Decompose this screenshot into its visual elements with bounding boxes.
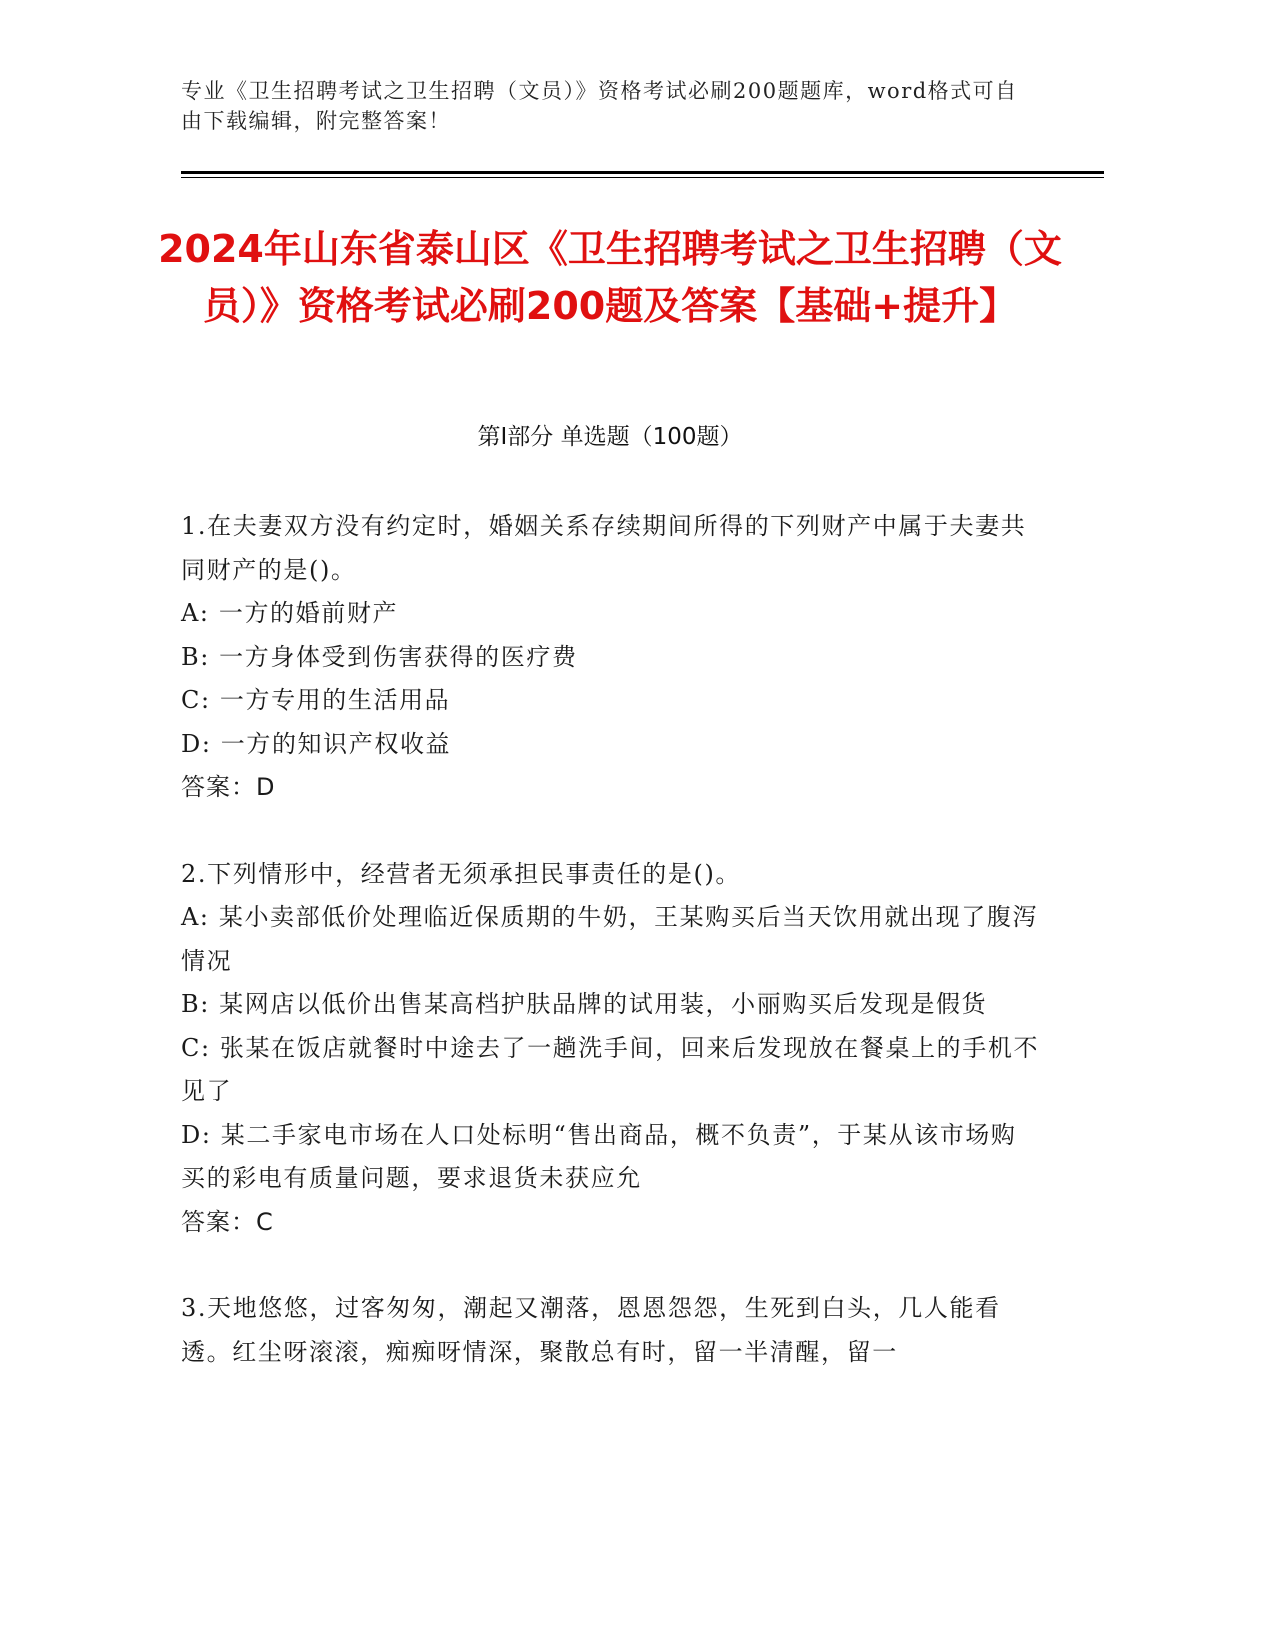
question-text: 3.天地悠悠，过客匆匆，潮起又潮落，恩恩怨怨，生死到白头，几人能看透。红尘呀滚滚，痴痴呀情深，聚散总有时，留一半清醒，留一 [181,1294,1001,1366]
option-d: D: 一方的知识产权收益 [181,729,452,758]
answer: 答案：D [181,773,276,801]
option-b: B: 某网店以低价出售某高档护肤品牌的试用装，小丽购买后发现是假货 [181,990,988,1018]
option-c: C: 张某在饭店就餐时中途去了一趟洗手间，回来后发现放在餐桌上的手机不见了 [181,1033,1040,1105]
question-2 [181,853,1041,1245]
option-b: B: 一方身体受到伤害获得的医疗费 [181,642,578,671]
option-a: A: 一方的婚前财产 [181,599,399,627]
header-divider-thin [181,177,1104,178]
option-c: C: 一方专用的生活用品 [181,686,451,714]
section-heading: 第I部分 单选题（100题） [477,424,743,450]
header-divider-thick [181,171,1104,174]
document-title: 2024年山东省泰山区《卫生招聘考试之卫生招聘（文员）》资格考试必刷200题及答案【基础+提升】 [158,227,1062,328]
answer: 答案：C [181,1207,274,1236]
header-note: 专业《卫生招聘考试之卫生招聘（文员）》资格考试必刷200题题库，word格式可自由下载编辑，附完整答案！ [181,79,1018,133]
option-d: D: 某二手家电市场在人口处标明“售出商品，概不负责”，于某从该市场购买的彩电有质量问题，要求退货未获应允 [181,1120,1017,1192]
question-3 [181,1287,1041,1374]
question-list [181,505,1041,1417]
question-text: 2.下列情形中，经营者无须承担民事责任的是()。 [181,859,742,888]
question-text: 1.在夫妻双方没有约定时，婚姻关系存续期间所得的下列财产中属于夫妻共同财产的是()。 [181,512,1027,584]
question-1 [181,505,1041,810]
option-a: A: 某小卖部低价处理临近保质期的牛奶，王某购买后当天饮用就出现了腹泻情况 [181,903,1039,975]
